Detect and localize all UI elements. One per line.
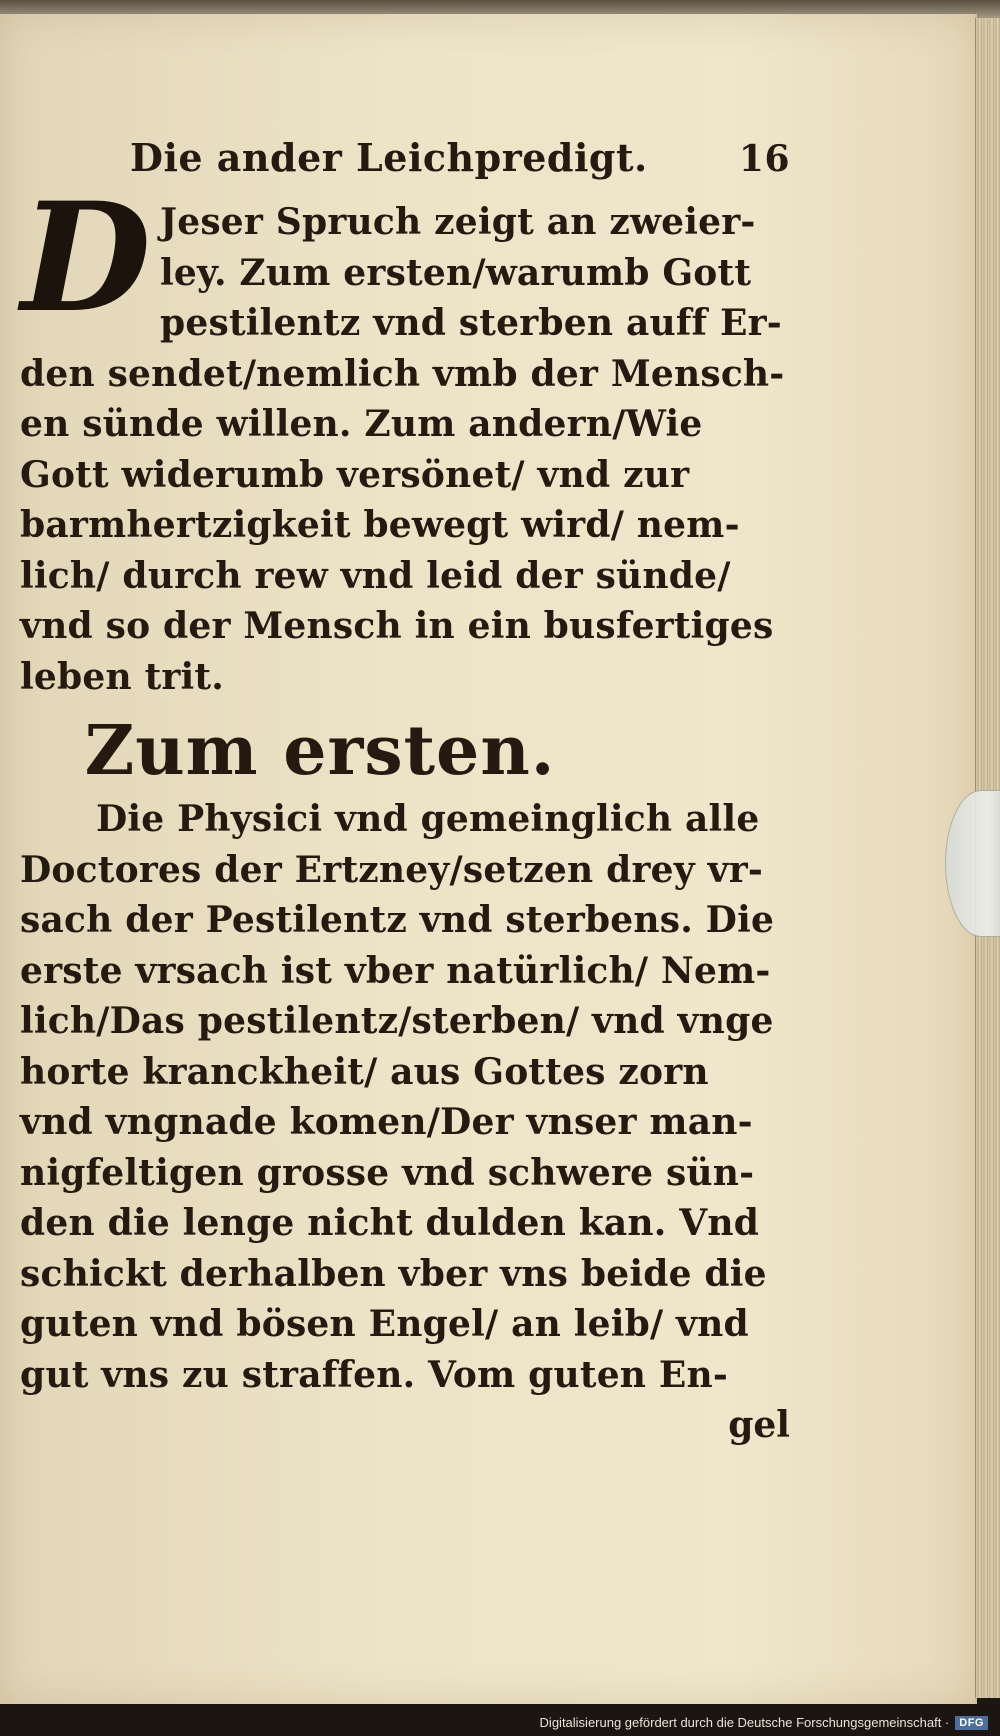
body-paragraph (20, 794, 790, 1450)
text-line: horte kranckheit/ aus Gottes zorn (20, 1050, 709, 1093)
text-line: den sendet/nemlich vmb der Mensch- (20, 352, 785, 395)
text-line: Jeser Spruch zeigt an zweier- (160, 201, 756, 243)
page-text (20, 135, 790, 1450)
text-line: ley. Zum ersten/warumb Gott (160, 251, 752, 294)
catchword: gel (728, 1404, 790, 1446)
text-line: gut vns zu straffen. Vom guten En- (20, 1353, 729, 1396)
text-line: erste vrsach ist vber natürlich/ Nem- (20, 949, 771, 992)
text-line: nigfeltigen grosse vnd schwere sün- (20, 1151, 755, 1194)
text-line: schickt derhalben vber vns beide die (20, 1252, 767, 1295)
text-line: vnd vngnade komen/Der vnser man- (20, 1101, 753, 1143)
text-line: leben trit. (20, 655, 224, 698)
text-line: guten vnd bösen Engel/ an leib/ vnd (20, 1303, 749, 1345)
digitization-credit (540, 1715, 988, 1730)
section-heading: Zum ersten. (84, 711, 556, 791)
text-line: pestilentz vnd sterben auff Er- (160, 302, 782, 344)
text-line: den die lenge nicht dulden kan. Vnd (20, 1202, 760, 1244)
text-line: sach der Pestilentz vnd sterbens. Die (20, 899, 775, 941)
running-head (130, 135, 790, 191)
text-line: Die Physici vnd gemeinglich alle (96, 798, 760, 840)
drop-cap-initial: D (20, 170, 152, 346)
text-line: vnd so der Mensch in ein busfertiges (20, 605, 774, 647)
text-line: lich/Das pestilentz/sterben/ vnd vnge (20, 1000, 774, 1042)
text-line: barmhertzigkeit bewegt wird/ nem- (20, 504, 740, 546)
text-line: lich/ durch rew vnd leid der sünde/ (20, 554, 731, 597)
opening-paragraph (20, 170, 790, 702)
footer-bar (0, 1704, 1000, 1736)
dfg-logo: DFG (955, 1716, 988, 1730)
text-line: en sünde willen. Zum andern/Wie (20, 403, 703, 445)
text-line: Gott widerumb versönet/ vnd zur (20, 453, 690, 496)
credit-text: Digitalisierung gefördert durch die Deutsche Forschungsgemeinschaft · (539, 1715, 950, 1730)
running-head-title: Die ander Leichpredigt. (130, 135, 648, 180)
text-line: Doctores der Ertzney/setzen drey vr- (20, 848, 764, 891)
folio-number: 16 (738, 138, 790, 180)
